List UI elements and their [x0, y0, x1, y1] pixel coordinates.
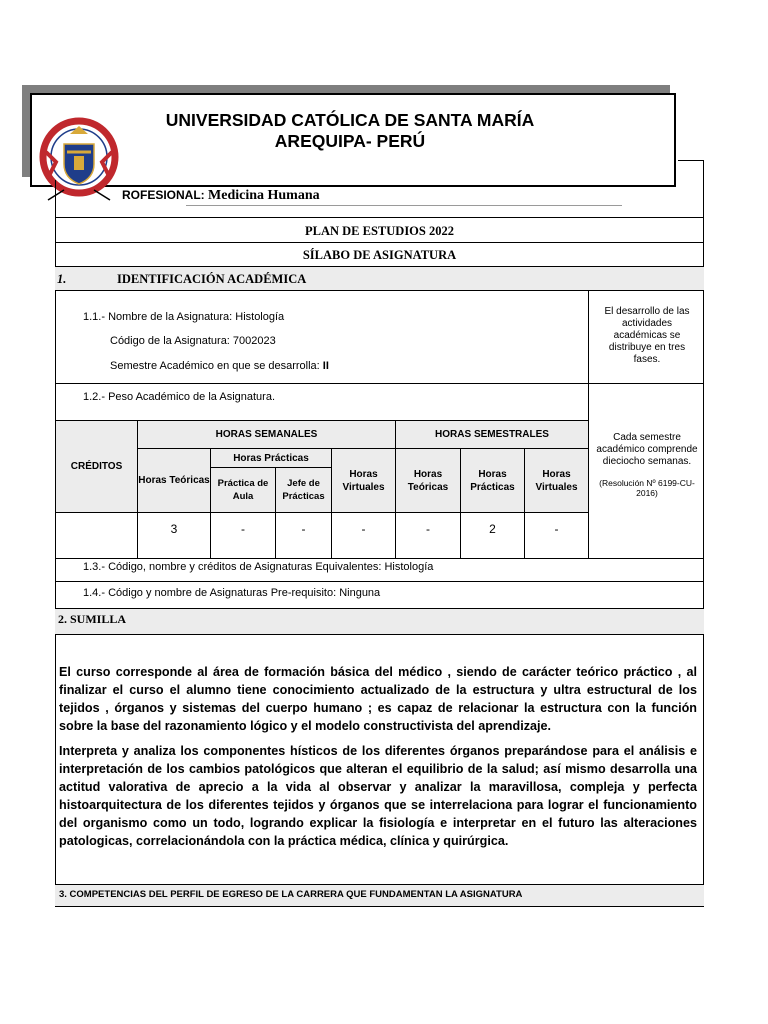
silabo-title: SÍLABO DE ASIGNATURA: [302, 248, 457, 262]
university-city: AREQUIPA- PERÚ: [274, 131, 426, 151]
table-cell: 3: [137, 512, 211, 559]
school-value: Medicina Humana: [208, 188, 320, 203]
weight-line: 1.2.- Peso Académico de la Asignatura.: [83, 391, 276, 403]
note-resolution: (Resolución Nº 6199-CU-2016): [599, 478, 695, 498]
school-line: [122, 188, 320, 204]
creditos-header: CRÉDITOS: [55, 420, 138, 513]
prereq-text: 1.4.- Código y nombre de Asignaturas Pre-requisito: Ninguna: [83, 587, 381, 599]
practice-classroom-header: Práctica de Aula: [210, 467, 276, 513]
section1-header: [55, 266, 704, 291]
table-cell: -: [395, 512, 461, 559]
semester-practice-header: Horas Prácticas: [460, 448, 525, 513]
course-code: Código de la Asignatura: 7002023: [110, 335, 276, 347]
table-cell: -: [331, 512, 396, 559]
row-divider: [55, 383, 704, 384]
school-underline: [186, 205, 622, 206]
semester-theory-header: Horas Teóricas: [395, 448, 461, 513]
practice-chief-header: Jefe de Prácticas: [275, 467, 332, 513]
weekly-hours-header: HORAS SEMANALES: [137, 420, 396, 449]
credits-value-cell: [55, 512, 138, 559]
table-cell: -: [275, 512, 332, 559]
weekly-practice-header: Horas Prácticas: [210, 448, 332, 468]
weekly-virtual-header: Horas Virtuales: [331, 448, 396, 513]
weekly-theory-header: Horas Teóricas: [137, 448, 211, 513]
semester-line: [110, 360, 329, 372]
sumilla-paragraph-2: Interpreta y analiza los componentes hísticos de los diferentes órganos preparándose para el análisis e interpretación de los cambios patológicos que alteran el equilibrio de la salud; así mismo desarrolla una actitud valorativa de aprecio a la vida al observar y analizar la maravillosa, compleja y perfecta histoarquitectura de los diferentes tejidos y órganos que se interrelaciona para lograr el funcionamiento del organismo como un todo, logrando explicar la fisiología e interpretar en el futuro las alteraciones patologicas, correlacionándola con la práctica médica, clínica y quirúrgica.: [59, 744, 697, 848]
section2-title: 2. SUMILLA: [58, 612, 127, 626]
semester-hours-header: HORAS SEMESTRALES: [395, 420, 589, 449]
equivalent-text: 1.3.- Código, nombre y créditos de Asignaturas Equivalentes: Histología: [83, 561, 434, 573]
school-label: ROFESIONAL:: [122, 188, 205, 202]
prereq-row: [55, 581, 704, 609]
university-seal-icon: [34, 112, 124, 202]
note-semester: Cada semestre académico comprende dieciocho semanas.: [596, 432, 698, 467]
table-cell: -: [524, 512, 589, 559]
silabo-row: [55, 242, 704, 267]
section2-header: [55, 608, 704, 635]
note-phases: El desarrollo de las actividades académicas se distribuye en tres fases.: [604, 306, 690, 365]
semester-value: II: [322, 360, 329, 372]
table-cell: -: [210, 512, 276, 559]
frame-line: [678, 160, 704, 161]
university-title: UNIVERSIDAD CATÓLICA DE SANTA MARÍA: [165, 110, 535, 130]
semester-virtual-header: Horas Virtuales: [524, 448, 589, 513]
section3-title: 3. COMPETENCIAS DEL PERFIL DE EGRESO DE LA CARRERA QUE FUNDAMENTAN LA ASIGNATURA: [59, 889, 523, 900]
plan-title: PLAN DE ESTUDIOS 2022: [305, 224, 454, 238]
equivalent-row: [55, 558, 704, 582]
plan-row: [55, 217, 704, 242]
table-cell: 2: [460, 512, 525, 559]
course-name: 1.1.- Nombre de la Asignatura: Histología: [83, 311, 285, 323]
section1-number: 1.: [57, 272, 67, 286]
section3-header: [55, 884, 704, 907]
sumilla-paragraph-1: El curso corresponde al área de formación básica del médico , siendo de carácter teórico práctico , al finalizar el curso el alumno tiene conocimiento actualizado de la estructura y ultra estructural de los tejidos , órganos y sistemas del cuerpo humano ; es capaz de relacionar la estructura con la función sobre la base del razonamiento lógico y el modelo constructivista del aprendizaje.: [59, 665, 697, 733]
semester-label: Semestre Académico en que se desarrolla:: [110, 360, 320, 372]
section1-title: IDENTIFICACIÓN ACADÉMICA: [117, 272, 307, 286]
